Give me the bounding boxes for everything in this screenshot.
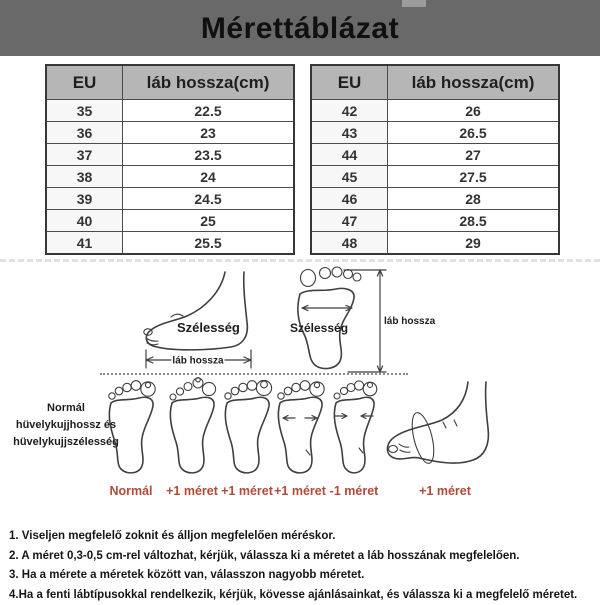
eu-size-cell: 48 (311, 232, 388, 255)
footprint-long-big-toe-icon (220, 376, 274, 476)
foot-type-label: +1 méret (419, 484, 471, 498)
eu-size-cell: 47 (311, 210, 388, 232)
footprint-long-second-toe-icon (165, 376, 219, 476)
foot-length-cell: 27.5 (388, 166, 560, 188)
instruction-note-line: 2. A méret 0,3-0,5 cm-rel változhat, kérjük, válassza ki a méretet a láb hosszának megfelelően. (9, 547, 597, 567)
instruction-note-line: 4.Ha a fenti lábtípusokkal rendelkezik, kérjük, kövesse ajánlásainkat, és válassza ki a megfelelő méretet. (9, 586, 597, 605)
foot-length-cell: 24.5 (123, 188, 295, 210)
width-label: Szélesség (290, 321, 348, 335)
foot-type-label: +1 méret (221, 484, 273, 498)
length-label: láb hossza (172, 356, 224, 367)
instruction-note-line: 1. Viseljen megfelelő zoknit és álljon megfelelően méréskor. (9, 527, 597, 547)
table-header-row (311, 65, 559, 100)
foot-top-view-diagram (288, 262, 428, 377)
footprint-normal-icon (104, 376, 158, 476)
table-row (46, 122, 294, 144)
foot-length-cell: 29 (388, 232, 560, 255)
header-notch (402, 0, 426, 7)
dotted-baseline (100, 373, 408, 375)
eu-size-cell: 46 (311, 188, 388, 210)
foot-length-cell: 26.5 (388, 122, 560, 144)
instruction-notes (9, 527, 597, 605)
instruction-note-line: 3. Ha a mérete a méretek között van, válasszon nagyobb méretet. (9, 566, 597, 586)
eu-size-cell: 39 (46, 188, 123, 210)
foot-length-cell: 25 (123, 210, 295, 232)
footprint-narrow-icon (327, 376, 381, 476)
column-header-foot-length: láb hossza(cm) (388, 65, 560, 100)
table-body (46, 100, 294, 255)
eu-size-cell: 38 (46, 166, 123, 188)
table-row (46, 210, 294, 232)
table-row (311, 122, 559, 144)
table-row (311, 144, 559, 166)
foot-side-view-diagram (133, 270, 263, 372)
size-table-eu-35-41 (45, 64, 295, 255)
table-row (46, 232, 294, 255)
table-row (46, 188, 294, 210)
table-row (311, 100, 559, 122)
column-header-foot-length: láb hossza(cm) (123, 65, 295, 100)
foot-type-label: +1 méret (166, 484, 218, 498)
eu-size-cell: 36 (46, 122, 123, 144)
table-row (46, 166, 294, 188)
foot-length-cell: 23.5 (123, 144, 295, 166)
table-header-row (46, 65, 294, 100)
column-header-eu: EU (46, 65, 123, 100)
foot-length-cell: 28 (388, 188, 560, 210)
foot-length-cell: 24 (123, 166, 295, 188)
table-row (311, 188, 559, 210)
table-header (46, 65, 294, 100)
eu-size-cell: 42 (311, 100, 388, 122)
table-header (311, 65, 559, 100)
eu-size-cell: 40 (46, 210, 123, 232)
table-row (311, 232, 559, 255)
footprint-wide-icon (273, 376, 327, 476)
eu-size-cell: 41 (46, 232, 123, 255)
table-row (311, 166, 559, 188)
length-label: láb hossza (384, 316, 436, 327)
foot-length-cell: 22.5 (123, 100, 295, 122)
column-header-eu: EU (311, 65, 388, 100)
foot-type-label: +1 méret (274, 484, 326, 498)
size-table-eu-42-48 (310, 64, 560, 255)
foot-length-cell: 26 (388, 100, 560, 122)
width-label: Szélesség (177, 320, 240, 335)
foot-type-label: -1 méret (330, 484, 379, 498)
title-bar (0, 0, 600, 56)
eu-size-cell: 37 (46, 144, 123, 166)
eu-size-cell: 43 (311, 122, 388, 144)
table-row (311, 210, 559, 232)
eu-size-cell: 45 (311, 166, 388, 188)
foot-length-cell: 28.5 (388, 210, 560, 232)
foot-type-note: Normál hüvelykujjhossz és hüvelykujjszélesség (6, 400, 126, 451)
foot-high-instep-icon (383, 380, 498, 482)
eu-size-cell: 35 (46, 100, 123, 122)
foot-length-cell: 27 (388, 144, 560, 166)
table-body (311, 100, 559, 255)
table-row (46, 144, 294, 166)
foot-length-cell: 23 (123, 122, 295, 144)
foot-length-cell: 25.5 (123, 232, 295, 255)
foot-type-label: Normál (109, 484, 152, 498)
page-title: Mérettáblázat (0, 0, 600, 58)
eu-size-cell: 44 (311, 144, 388, 166)
table-row (46, 100, 294, 122)
